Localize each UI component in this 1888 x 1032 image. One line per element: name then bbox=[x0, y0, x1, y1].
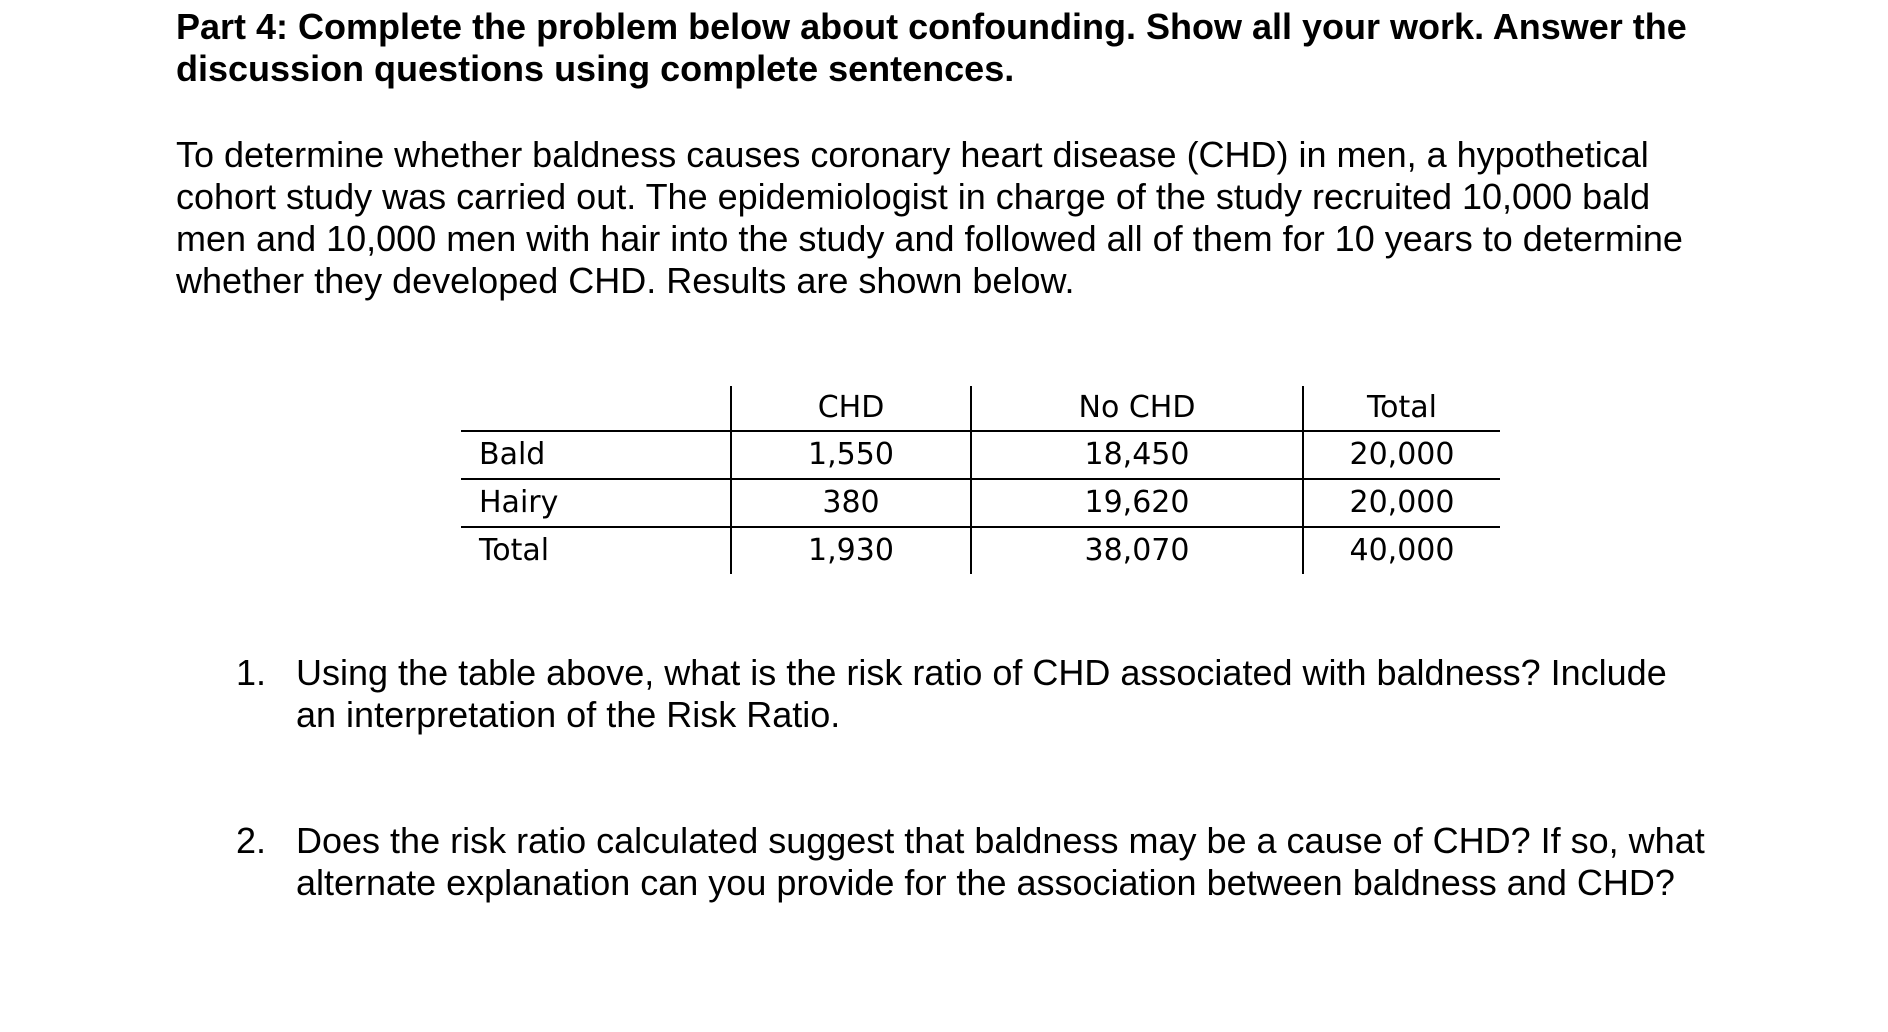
table-header-no-chd: No CHD bbox=[971, 386, 1303, 431]
table-row bbox=[461, 431, 1500, 479]
part-heading bbox=[176, 6, 1736, 90]
question-list bbox=[236, 652, 1796, 904]
question-line: an interpretation of the Risk Ratio. bbox=[296, 694, 841, 735]
cell-total: 20,000 bbox=[1303, 479, 1500, 527]
table-header-total: Total bbox=[1303, 386, 1500, 431]
intro-paragraph bbox=[176, 134, 1776, 302]
intro-line-1: To determine whether baldness causes coronary heart disease (CHD) in men, a hypothetical bbox=[176, 134, 1649, 175]
table-header-blank bbox=[461, 386, 731, 431]
question-line: alternate explanation can you provide for the association between baldness and CHD? bbox=[296, 862, 1675, 903]
table-row bbox=[461, 527, 1500, 574]
intro-line-2: cohort study was carried out. The epidemiologist in charge of the study recruited 10,000 bald bbox=[176, 176, 1651, 217]
heading-line-2: discussion questions using complete sentences. bbox=[176, 48, 1015, 89]
question-number: 2. bbox=[236, 820, 267, 861]
cell-no-chd: 18,450 bbox=[971, 431, 1303, 479]
cell-chd: 1,930 bbox=[731, 527, 971, 574]
intro-line-4: whether they developed CHD. Results are shown below. bbox=[176, 260, 1075, 301]
heading-line-1: Part 4: Complete the problem below about confounding. Show all your work. Answer the bbox=[176, 6, 1687, 47]
question-line: Does the risk ratio calculated suggest that baldness may be a cause of CHD? If so, what bbox=[296, 820, 1705, 861]
cell-total: 40,000 bbox=[1303, 527, 1500, 574]
row-label: Total bbox=[479, 533, 550, 568]
cell-chd: 380 bbox=[731, 479, 971, 527]
question-item bbox=[236, 820, 1796, 904]
cell-total: 20,000 bbox=[1303, 431, 1500, 479]
cell-no-chd: 19,620 bbox=[971, 479, 1303, 527]
cell-no-chd: 38,070 bbox=[971, 527, 1303, 574]
row-label: Hairy bbox=[461, 479, 731, 527]
intro-line-3: men and 10,000 men with hair into the study and followed all of them for 10 years to determine bbox=[176, 218, 1683, 259]
question-number: 1. bbox=[236, 652, 267, 693]
table-header-chd: CHD bbox=[731, 386, 971, 431]
table-row bbox=[461, 479, 1500, 527]
cell-chd: 1,550 bbox=[731, 431, 971, 479]
question-item bbox=[236, 652, 1796, 736]
results-table bbox=[461, 386, 1500, 574]
table-header-row bbox=[461, 386, 1500, 431]
question-line: Using the table above, what is the risk ratio of CHD associated with baldness? Include bbox=[296, 652, 1667, 693]
row-label: Bald bbox=[461, 431, 731, 479]
